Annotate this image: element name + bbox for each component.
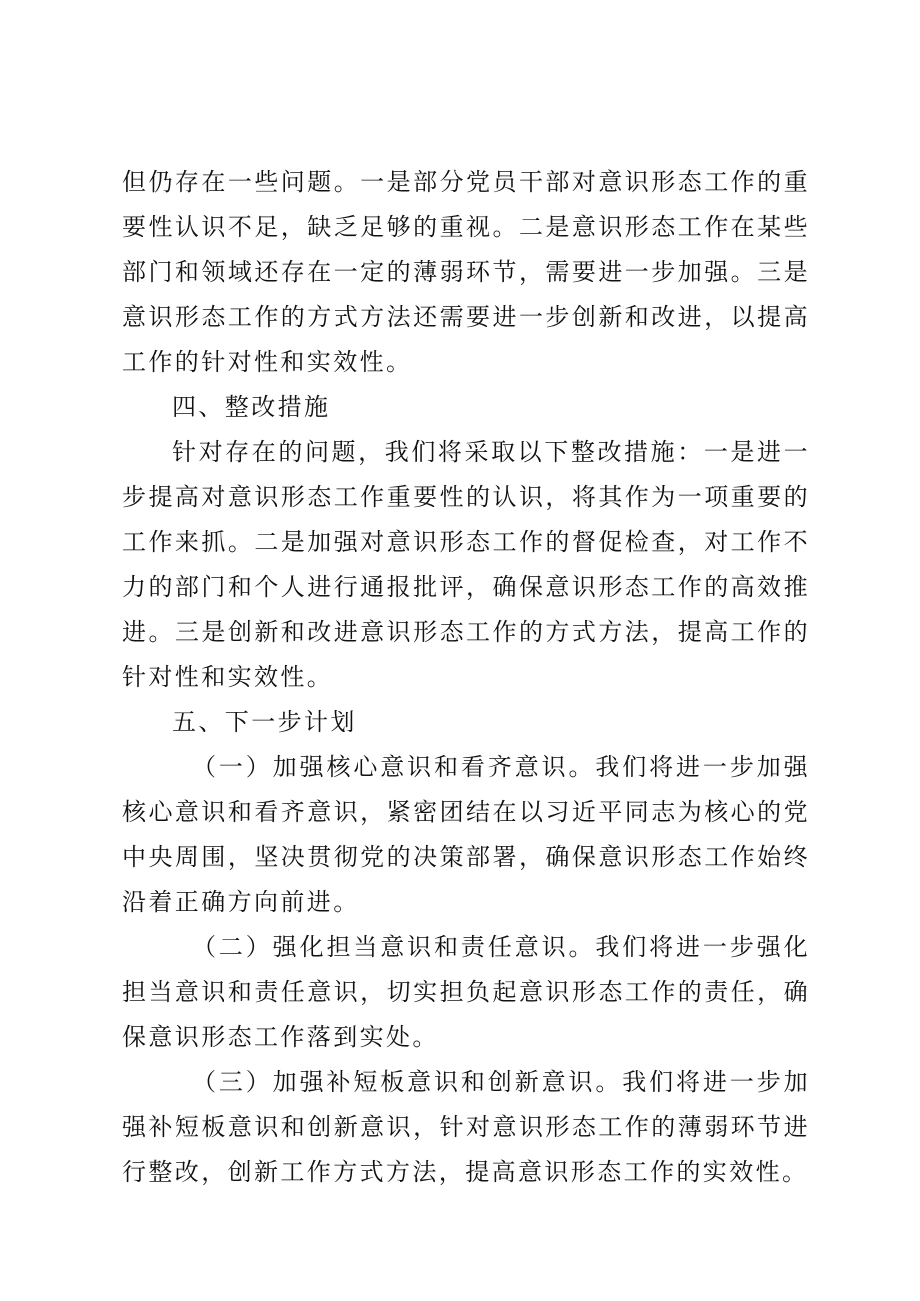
plan-item-2: （二）强化担当意识和责任意识。我们将进一步强化担当意识和责任意识，切实担负起意识形态工作的责任，确保意识形态工作落到实处。 bbox=[122, 933, 810, 1051]
section-heading-rectification: 四、整改措施 bbox=[172, 393, 331, 421]
rectification-paragraph: 针对存在的问题，我们将采取以下整改措施：一是进一步提高对意识形态工作重要性的认识，将其作为一项重要的工作来抓。二是加强对意识形态工作的督促检查，对工作不力的部门和个人进行通报批评，确保意识形态工作的高效推进。三是创新和改进意识形态工作的方式方法，提高工作的针对性和实效性。 bbox=[122, 438, 810, 691]
section-heading-next-plan: 五、下一步计划 bbox=[172, 708, 357, 736]
document-body bbox=[122, 160, 810, 1195]
plan-item-1: （一）加强核心意识和看齐意识。我们将进一步加强核心意识和看齐意识，紧密团结在以习近平同志为核心的党中央周围，坚决贯彻党的决策部署，确保意识形态工作始终沿着正确方向前进。 bbox=[122, 753, 810, 916]
problems-paragraph-continued: 但仍存在一些问题。一是部分党员干部对意识形态工作的重要性认识不足，缺乏足够的重视。二是意识形态工作在某些部门和领域还存在一定的薄弱环节，需要进一步加强。三是意识形态工作的方式方法还需要进一步创新和改进，以提高工作的针对性和实效性。 bbox=[122, 168, 810, 376]
plan-item-3: （三）加强补短板意识和创新意识。我们将进一步加强补短板意识和创新意识，针对意识形态工作的薄弱环节进行整改，创新工作方式方法，提高意识形态工作的实效性。 bbox=[122, 1068, 810, 1186]
